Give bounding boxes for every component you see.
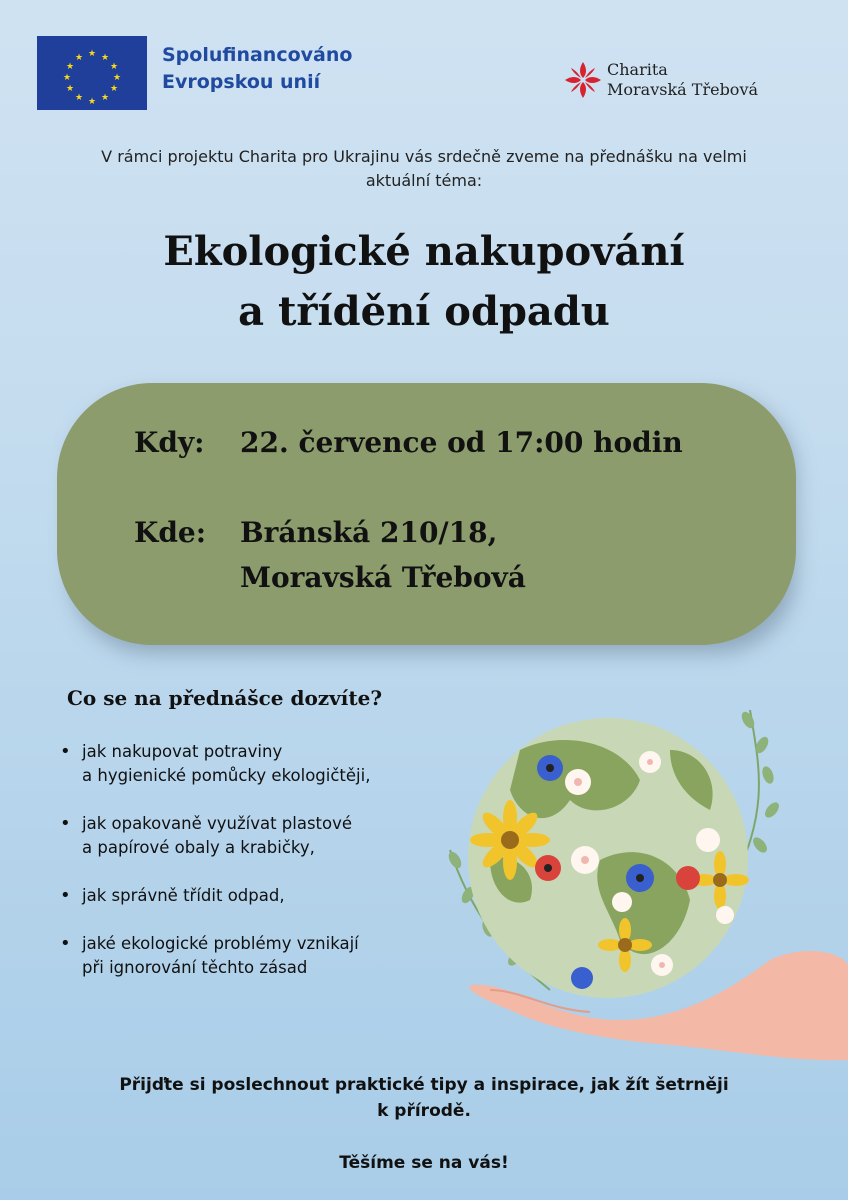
where-line2: Moravská Třebová [240,561,526,594]
title-line1: Ekologické nakupování [163,228,685,275]
svg-text:★: ★ [87,97,97,107]
list-item-line1: • jak opakovaně využívat plastové [82,814,353,833]
charita-line2: Moravská Třebová [607,80,759,99]
when-value: 22. července od 17:00 hodin [240,426,683,459]
title-line2: a třídění odpadu [238,288,610,335]
list-item [60,740,480,788]
when-label: Kdy: [134,426,205,459]
list-item [60,884,480,908]
svg-text:★: ★ [87,49,97,59]
learn-list [60,740,480,1004]
svg-text:★: ★ [109,62,119,72]
eu-text-line2: Evropskou unií [162,71,321,93]
invitation-line1: Přijďte si poslechnout praktické tipy a inspirace, jak žít šetrněji [119,1075,729,1095]
list-item-line1: • jak nakupovat potraviny [82,742,283,761]
where-label: Kde: [134,516,207,549]
list-item [60,932,480,980]
svg-text:★: ★ [74,53,84,63]
event-info-box [57,383,796,645]
svg-text:★: ★ [65,62,75,72]
intro-line1: V rámci projektu Charita pro Ukrajinu vás srdečně zveme na přednášku na velmi [101,147,747,166]
intro-line2: aktuální téma: [365,171,483,190]
charita-line1: Charita [607,60,668,79]
invitation-line2: k přírodě. [377,1101,471,1121]
list-item-line2: a hygienické pomůcky ekologičtěji, [82,766,371,785]
svg-text:★: ★ [109,84,119,94]
svg-text:★: ★ [100,53,110,63]
charita-name [607,60,758,100]
svg-text:★: ★ [112,73,122,83]
intro-text [40,145,808,193]
globe-flowers-hand-illustration [430,690,848,1070]
list-item-line2: a papírové obaly a krabičky, [82,838,315,857]
list-item [60,812,480,860]
list-item-line1: • jak správně třídit odpad, [82,886,285,905]
learn-heading: Co se na přednášce dozvíte? [67,686,383,710]
eu-cofinanced-text [162,42,352,96]
eu-text-line1: Spolufinancováno [162,44,353,66]
list-item-line2: při ignorování těchto zásad [82,958,308,977]
eu-flag-icon [37,36,147,110]
charita-cross-icon [563,60,603,100]
where-line1: Bránská 210/18, [240,516,498,549]
invitation-text [40,1072,808,1124]
svg-text:★: ★ [65,84,75,94]
svg-text:★: ★ [62,73,72,83]
svg-text:★: ★ [74,93,84,103]
svg-text:★: ★ [100,93,110,103]
list-item-line1: • jaké ekologické problémy vznikají [82,934,359,953]
closing-text: Těšíme se na vás! [339,1153,509,1173]
page-title [40,222,808,342]
